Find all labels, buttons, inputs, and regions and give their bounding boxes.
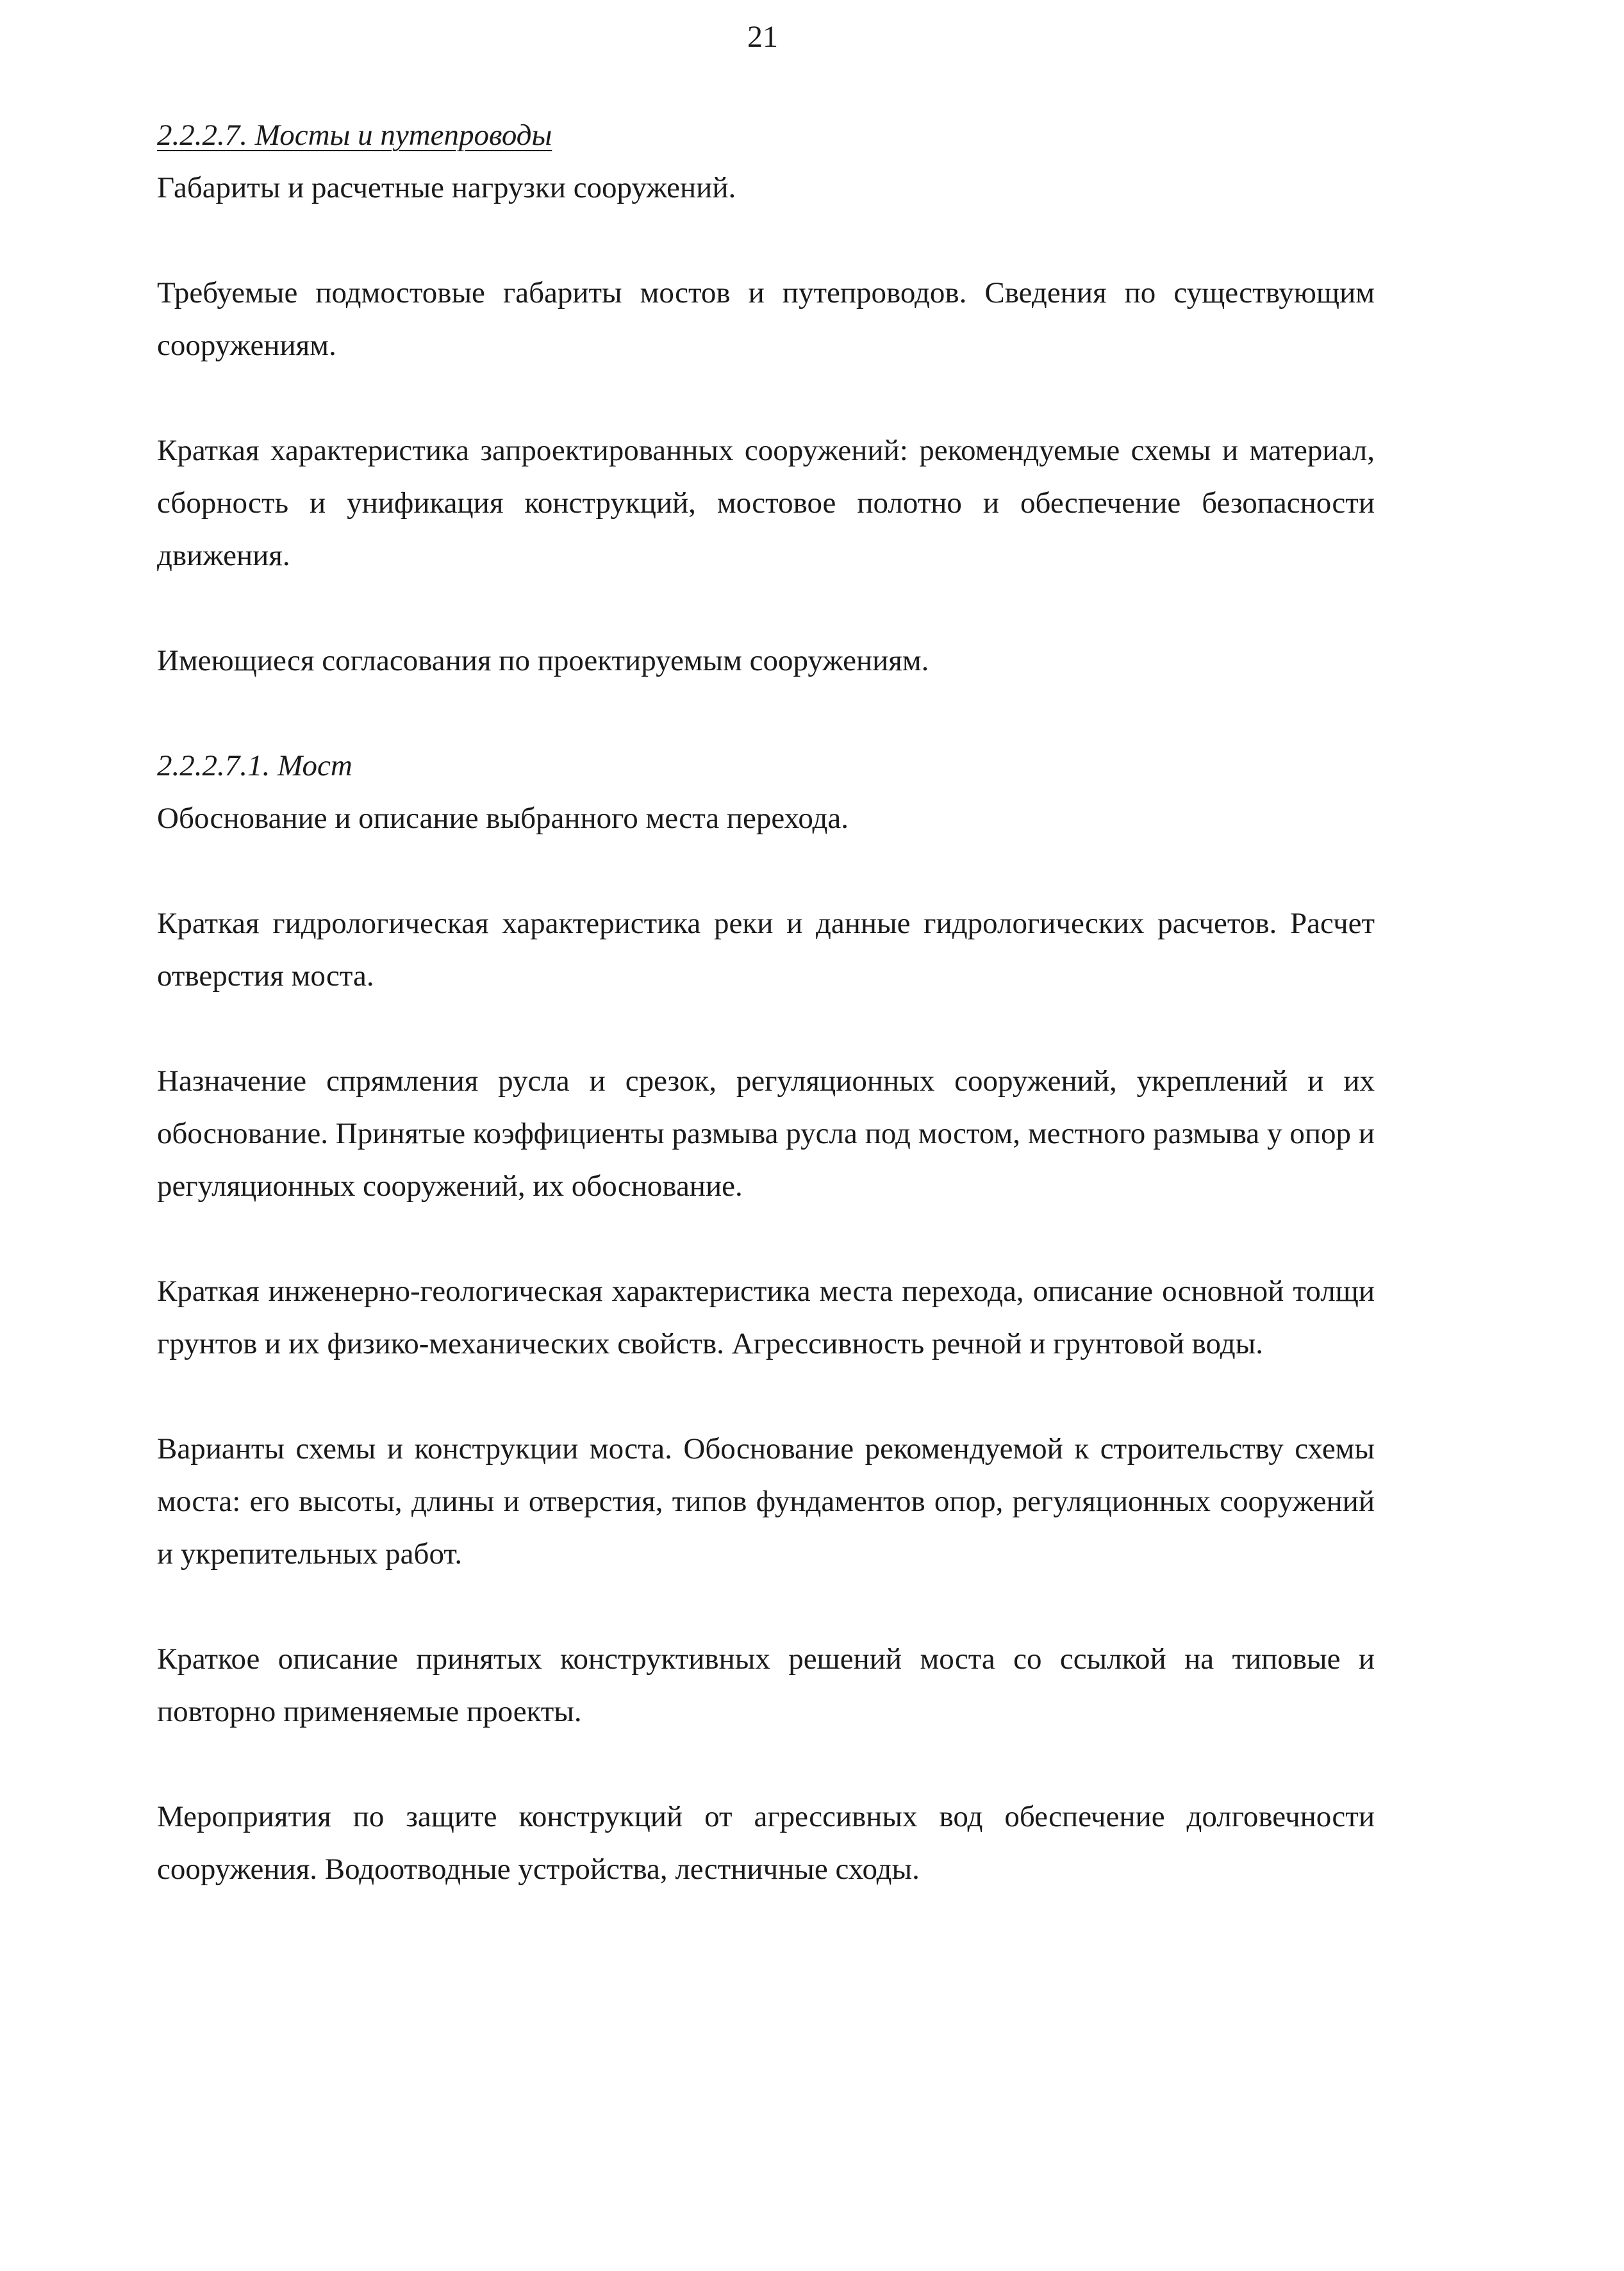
- document-body: [157, 109, 1375, 1895]
- subsection-paragraph: Обоснование и описание выбранного места перехода.: [157, 802, 849, 835]
- subsection-heading: 2.2.2.7.1. Мост: [157, 749, 352, 782]
- subsection-paragraph: Назначение спрямления русла и срезок, регуляционных сооружений, укреплений и их обоснование. Принятые коэффициенты размыва русла под мостом, местного размыва у опор и регуляционных сооружений, их обоснование.: [157, 1064, 1375, 1203]
- subsection-paragraph: Краткая инженерно-геологическая характеристика места перехода, описание основной толщи грунтов и их физико-механических свойств. Агрессивность речной и грунтовой воды.: [157, 1275, 1375, 1360]
- subsection-paragraph: Краткое описание принятых конструктивных решений моста со ссылкой на типовые и повторно применяемые проекты.: [157, 1642, 1375, 1728]
- page-number: 21: [747, 20, 778, 54]
- subsection-paragraph: Мероприятия по защите конструкций от агрессивных вод обеспечение долговечности сооружения. Водоотводные устройства, лестничные сходы.: [157, 1800, 1375, 1886]
- section-paragraph: Краткая характеристика запроектированных сооружений: рекомендуемые схемы и материал, сборность и унификация конструкций, мостовое полотно и обеспечение безопасности движения.: [157, 434, 1375, 572]
- section-paragraph: Имеющиеся согласования по проектируемым сооружениям.: [157, 644, 929, 677]
- section-paragraph: Габариты и расчетные нагрузки сооружений.: [157, 171, 736, 204]
- section-heading: 2.2.2.7. Мосты и путепроводы: [157, 119, 552, 152]
- subsection-paragraph: Краткая гидрологическая характеристика реки и данные гидрологических расчетов. Расчет отверстия моста.: [157, 907, 1375, 993]
- subsection-paragraph: Варианты схемы и конструкции моста. Обоснование рекомендуемой к строительству схемы моста: его высоты, длины и отверстия, типов фундаментов опор, регуляционных сооружений и укрепительных работ.: [157, 1432, 1375, 1571]
- section-paragraph: Требуемые подмостовые габариты мостов и путепроводов. Сведения по существующим сооружениям.: [157, 276, 1375, 362]
